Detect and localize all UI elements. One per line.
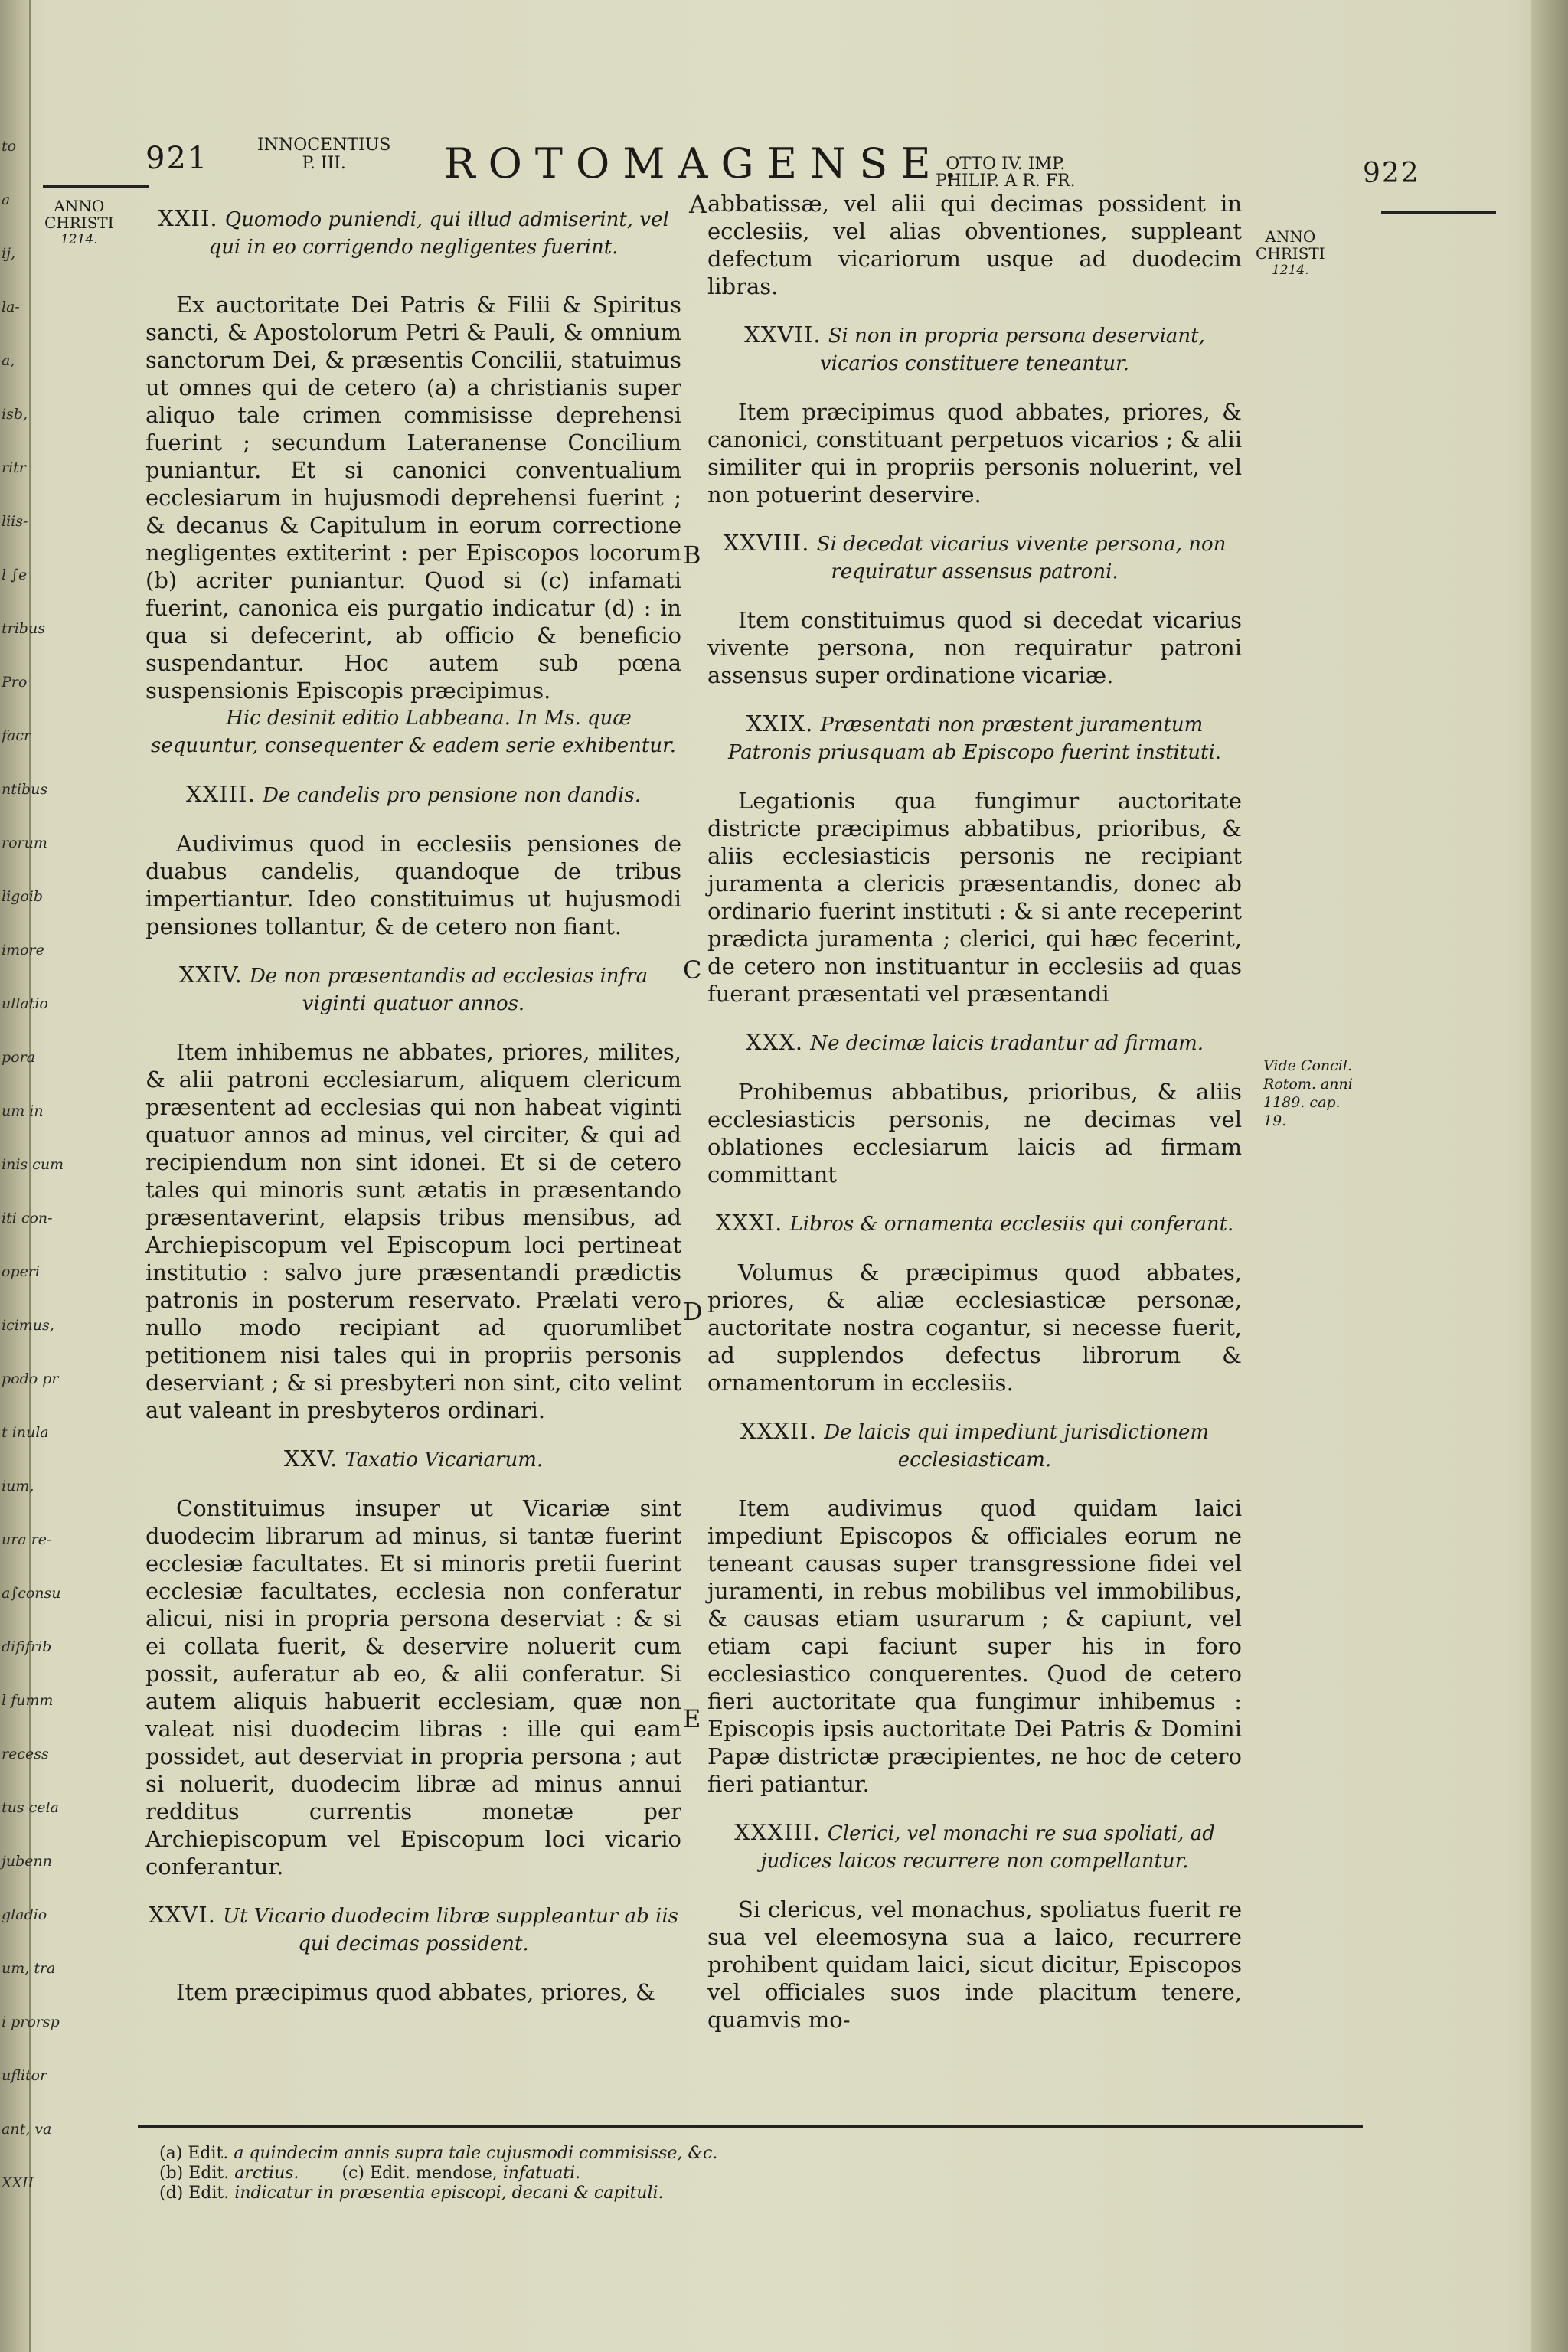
- chapter-heading: XXVI. Ut Vicario duodecim libræ suppleantur ab iis qui decimas possident.: [149, 1902, 678, 1955]
- footnote: (d) Edit. indicatur in præsentia episcopi, decani & capituli.: [159, 2184, 664, 2203]
- previous-page-fragment: liis-: [2, 513, 28, 530]
- previous-page-fragment: ij,: [2, 245, 16, 262]
- chapter-text: Item audivimus quod quidam laici impediunt Episcopos & officiales eorum ne teneant causas super transgressione fidei vel juramenti, in rebus mobilibus vel immobilibus, & causas etiam usurarum ; & capiunt, vel etiam capi faciunt super his in foro ecclesiastico conquerentes. Quod de cetero fieri auctoritate qua fungimur inhibemus : Episcopis ipsis auctoritate Dei Patris & Domini Papæ districtæ præcipientes, ne hoc de cetero fieri patiantur.: [707, 1495, 1242, 1797]
- section-letter-a: A: [689, 190, 707, 219]
- chapter-heading: XXIV. De non præsentandis ad ecclesias infra viginti quatuor annos.: [178, 962, 648, 1015]
- chapter-heading: XXXII. De laicis qui impediunt jurisdictionem ecclesiasticam.: [740, 1418, 1210, 1472]
- previous-page-fragment: inis cum: [2, 1156, 64, 1173]
- chapter-heading: XXVII. Si non in propria persona deserviant, vicarios constituere teneantur.: [744, 322, 1205, 375]
- previous-page-fragment: ritr: [2, 459, 26, 476]
- chapter-text: Prohibemus abbatibus, prioribus, & aliis ecclesiasticis personis, ne decimas vel oblationes ecclesiarum laicis ad firmam committant: [707, 1079, 1242, 1187]
- previous-page-fragment: podo pr: [2, 1370, 59, 1387]
- previous-page-fragment: a: [2, 191, 11, 208]
- chapter-text: Constituimus insuper ut Vicariæ sint duodecim librarum ad minus, si tantæ fuerint ecclesiæ facultates. Et si minoris pretii fuerint ecclesiæ facultates, ecclesia non conferatur alicui, nisi in propria persona deserviat : & si ei collata fuerit, & deservire noluerit cum possit, auferatur ab eo, & alii conferatur. Si autem aliquis habuerit ecclesiam, quæ non valeat nisi duodecim libras : ille qui eam possidet, aut deserviat in propria persona ; aut si noluerit, duodecim libræ ad minus annui redditus currentis monetæ per Archiepiscopum vel Episcopum loci vicario conferantur.: [145, 1495, 681, 1880]
- previous-page-fragment: operi: [2, 1263, 41, 1280]
- margin-cross-reference: Vide Concil. Rotom. anni 1189. cap. 19.: [1263, 1057, 1353, 1129]
- section-letter-c: C: [683, 956, 702, 985]
- previous-page-fragment: ium,: [2, 1478, 34, 1494]
- footnote: (a) Edit. a quindecim annis supra tale cujusmodi commisisse, &c.: [159, 2144, 718, 2163]
- section-letter-d: D: [683, 1297, 703, 1326]
- chapter-text: Item constituimus quod si decedat vicarius vivente persona, non requiratur patroni assensus super ordinatione vicariæ.: [707, 607, 1242, 688]
- chapter-text: Legationis qua fungimur auctoritate districte præcipimus abbatibus, prioribus, & aliis ecclesiasticis personis ne recipiant juramenta a clericis præsentandis, donec ab ordinario fuerint instituti : & si ante receperint prædicta juramenta ; clerici, qui hæc fecerint, de cetero non instituantur in ecclesiis ad quas fuerant præsentati vel præsentandi: [707, 788, 1242, 1007]
- previous-page-fragment: i prorsp: [2, 2014, 60, 2030]
- previous-page-fragment: tus cela: [2, 1799, 59, 1816]
- chapter-text: Volumus & præcipimus quod abbates, priores, & aliæ ecclesiasticæ personæ, auctoritate nostra cogantur, si necesse fuerit, ad supplendos defectus librorum & ornamentorum in ecclesiis.: [707, 1259, 1242, 1396]
- page-number-left: 921: [145, 141, 209, 176]
- section-letter-b: B: [683, 541, 701, 570]
- previous-page-fragment: ullatio: [2, 995, 48, 1012]
- year-marker-left: ANNO CHRISTI 1214.: [44, 197, 114, 247]
- previous-page-fragment: Pro: [2, 674, 28, 691]
- header-pope: INNOCENTIUS P. III.: [257, 136, 391, 173]
- previous-page-fragment: to: [2, 138, 17, 155]
- previous-page-fragment: icimus,: [2, 1317, 54, 1334]
- previous-page-fragment: ligoib: [2, 888, 43, 905]
- previous-page-fragment: XXII: [2, 2174, 34, 2191]
- previous-page-fragment: rorum: [2, 835, 47, 851]
- previous-page-fragment: l ∫e: [2, 567, 28, 583]
- chapter-heading: XXX. Ne decimæ laicis tradantur ad firmam.: [745, 1029, 1204, 1055]
- previous-page-fragment: t inula: [2, 1424, 49, 1441]
- previous-page-fragment: isb,: [2, 406, 28, 423]
- chapter-heading: XXXI. Libros & ornamenta ecclesiis qui conferant.: [715, 1210, 1234, 1236]
- header-emperor: OTTO IV. IMP. PHILIP. A R. FR.: [936, 155, 1076, 191]
- previous-page-fragment: iti con-: [2, 1210, 53, 1227]
- previous-page-fragment: ant, va: [2, 2121, 52, 2138]
- previous-page-fragment: imore: [2, 942, 44, 959]
- page-edge-right: [1531, 0, 1568, 2352]
- right-column: [707, 190, 1242, 2034]
- header-rule-left: [43, 185, 149, 188]
- chapter-heading: XXIX. Præsentati non præstent juramentum Patronis priusquam ab Episcopo fuerint instituti.: [727, 710, 1222, 764]
- chapter-heading: XXVIII. Si decedat vicarius vivente persona, non requiratur assensus patroni.: [723, 530, 1227, 583]
- chapter-heading: XXIII. De candelis pro pensione non dandis.: [185, 781, 642, 807]
- footnote-rule: [138, 2125, 1363, 2128]
- left-column: [145, 205, 681, 2006]
- previous-page-fragment: recess: [2, 1746, 49, 1762]
- editorial-note: Hic desinit editio Labbeana. In Ms. quæ sequuntur, consequenter & eadem serie exhibentur.: [151, 707, 676, 757]
- chapter-text: Ex auctoritate Dei Patris & Filii & Spiritus sancti, & Apostolorum Petri & Pauli, & omnium sanctorum Dei, & præsentis Concilii, statuimus ut omnes qui de cetero (a) a christianis super aliquo tale crimen commisisse deprehensi fuerint ; secundum Lateranense Concilium puniantur. Et si canonici conventualium ecclesiarum in hujusmodi deprehensi fuerint ; & decanus & Capitulum in eorum correctione negligentes extiterint : per Episcopos locorum (b) acriter puniantur. Quod si (c) infamati fuerint, canonica eis purgatio indicatur (d) : in qua si defecerint, ab officio & beneficio suspendantur. Hoc autem sub pœna suspensionis Episcopis præcipimus.: [145, 292, 681, 704]
- previous-page-fragment: facr: [2, 727, 31, 744]
- previous-page-edge: [0, 0, 64, 2352]
- chapter-heading: XXXIII. Clerici, vel monachi re sua spoliati, ad judices laicos recurrere non compellantur.: [734, 1819, 1215, 1873]
- previous-page-fragment: um in: [2, 1102, 44, 1119]
- header-rule-right: [1381, 211, 1496, 214]
- previous-page-fragment: a,: [2, 352, 15, 369]
- previous-page-fragment: tribus: [2, 620, 45, 637]
- previous-page-fragment: um, tra: [2, 1960, 56, 1977]
- footnote: (b) Edit. arctius. (c) Edit. mendose, infatuati.: [159, 2164, 581, 2183]
- chapter-text: Item inhibemus ne abbates, priores, milites, & alii patroni ecclesiarum, aliquem clericum præsentent ad ecclesias qui non habeat viginti quatuor annos ad minus, vel circiter, & qui ad recipiendum non sint idonei. Et si de cetero tales qui minoris sunt ætatis in præsentando præsentaverint, elapsis tribus mensibus, ad Archiepiscopum vel Episcopum loci pertineat institutio : salvo jure præsentandi prædictis patronis in posterum reservato. Prælati vero nullo modo recipiant ad quorumlibet petitionem nisi tales qui in propriis personis deserviant ; & si presbyteri non sint, cito velint aut valeant in presbyteros ordinari.: [145, 1039, 681, 1423]
- page-number-right: 922: [1363, 158, 1420, 189]
- year-marker-right: ANNO CHRISTI 1214.: [1256, 227, 1325, 278]
- chapter-heading: XXV. Taxatio Vicariarum.: [283, 1446, 544, 1472]
- section-letter-e: E: [683, 1704, 701, 1733]
- previous-page-fragment: a∫consu: [2, 1585, 61, 1602]
- chapter-text: Item præcipimus quod abbates, priores, &: [176, 1979, 655, 2005]
- previous-page-fragment: la-: [2, 299, 20, 315]
- chapter-text-continued: abbatissæ, vel alii qui decimas possident in ecclesiis, vel alias obventiones, suppleant defectum vicariorum usque ad duodecim libras.: [707, 191, 1242, 299]
- chapter-text: Item præcipimus quod abbates, priores, & canonici, constituant perpetuos vicarios ; & alii similiter qui in propriis personis noluerint, vel non potuerint deservire.: [707, 399, 1242, 508]
- previous-page-fragment: dififrib: [2, 1638, 52, 1655]
- page-title: ROTOMAGENSE.: [444, 139, 970, 188]
- previous-page-fragment: l fumm: [2, 1692, 54, 1709]
- previous-page-fragment: pora: [2, 1049, 36, 1066]
- previous-page-fragment: uflitor: [2, 2067, 47, 2084]
- previous-page-fragment: ura re-: [2, 1531, 52, 1548]
- chapter-heading: XXII. Quomodo puniendi, qui illud admiserint, vel qui in eo corrigendo negligentes fuerint.: [158, 205, 669, 259]
- footnotes: [159, 2144, 717, 2203]
- chapter-text: Si clericus, vel monachus, spoliatus fuerit re sua vel eleemosyna sua a laico, recurrere prohibent quidam laici, sicut dicitur, Episcopos vel officiales suos inde placitum tenere, quamvis mo-: [707, 1896, 1242, 2033]
- previous-page-fragment: jubenn: [2, 1853, 53, 1870]
- previous-page-fragment: gladio: [2, 1906, 47, 1923]
- previous-page-fragment: ntibus: [2, 781, 48, 798]
- chapter-text: Audivimus quod in ecclesiis pensiones de duabus candelis, quandoque de tribus impertiantur. Ideo constituimus ut hujusmodi pensiones tollantur, & de cetero non fiant.: [145, 831, 681, 939]
